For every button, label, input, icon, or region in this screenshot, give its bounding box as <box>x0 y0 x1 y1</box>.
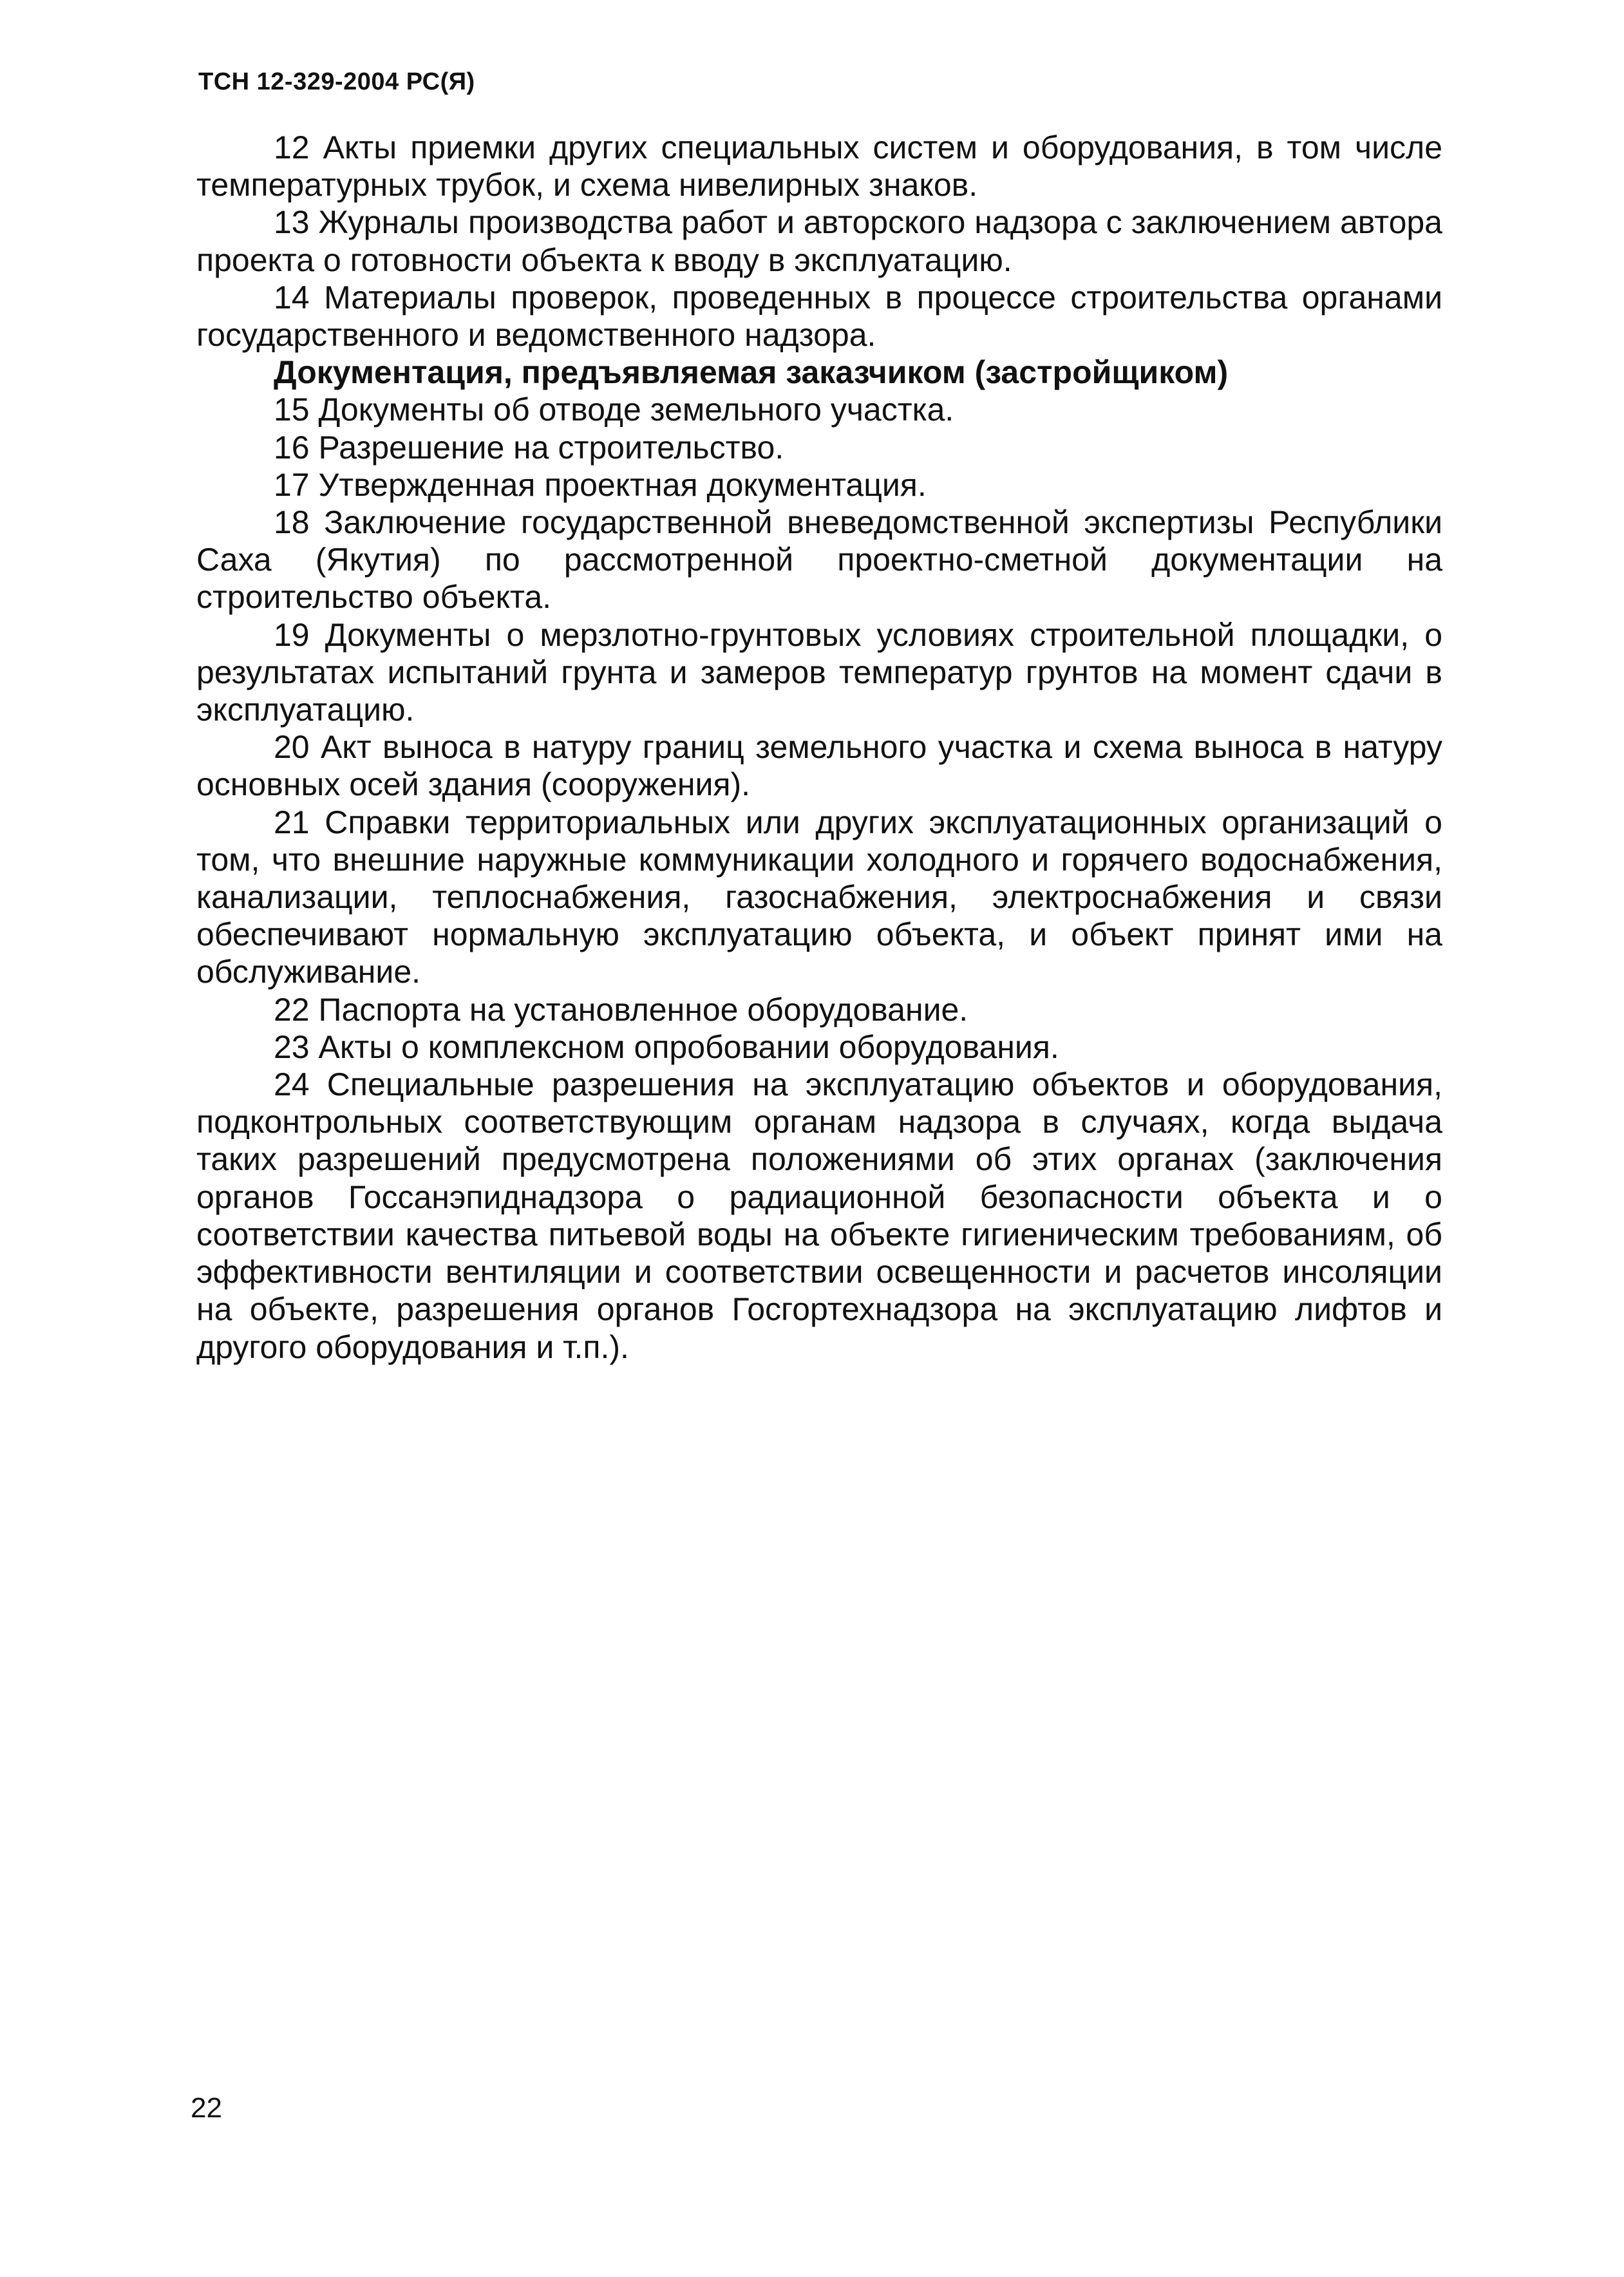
section-heading-customer-documentation: Документация, предъявляемая заказчиком (застройщиком) <box>274 354 1229 391</box>
item-13: 13 Журналы производства работ и авторского надзора с заключением автора проекта о готовности объекта к вводу в эксплуатацию. <box>196 204 1442 278</box>
item-16: 16 Разрешение на строительство. <box>274 429 784 466</box>
item-20: 20 Акт выноса в натуру границ земельного участка и схема выноса в натуру основных осей здания (сооружения). <box>196 729 1442 803</box>
item-22: 22 Паспорта на установленное оборудование. <box>274 991 968 1028</box>
item-21: 21 Справки территориальных или других эксплуатационных организаций о том, что внешние наружные коммуникации холодного и горячего водоснабжения, канализации, теплоснабжения, газоснабжения, электроснабжения и связи обеспечивают нормальную эксплуатацию объекта, и объект принят ими на обслуживание. <box>196 804 1442 990</box>
item-19: 19 Документы о мерзлотно-грунтовых условиях строительной площадки, о результатах испытаний грунта и замеров температур грунтов на момент сдачи в эксплуатацию. <box>196 616 1442 728</box>
item-23: 23 Акты о комплексном опробовании оборудования. <box>274 1028 1059 1065</box>
document-code-header: ТСН 12-329-2004 РС(Я) <box>198 68 475 95</box>
item-15: 15 Документы об отводе земельного участка. <box>274 392 954 428</box>
item-14: 14 Материалы проверок, проведенных в процессе строительства органами государственного и ведомственного надзора. <box>196 279 1442 354</box>
item-24: 24 Специальные разрешения на эксплуатацию объектов и оборудования, подконтрольных соответствующим органам надзора в случаях, когда выдача таких разрешений предусмотрена положениями об этих органах (заключения органов Госсанэпиднадзора о радиационной безопасности объекта и о соответствии качества питьевой воды на объекте гигиеническим требованиям, об эффективности вентиляции и соответствии освещенности и расчетов инсоляции на объекте, разрешения органов Госгортехнадзора на эксплуатацию лифтов и другого оборудования и т.п.). <box>196 1066 1442 1365</box>
document-body <box>196 129 1442 1366</box>
item-18: 18 Заключение государственной вневедомственной экспертизы Республики Саха (Якутия) по рассмотренной проектно-сметной документации на строительство объекта. <box>196 504 1442 616</box>
item-12: 12 Акты приемки других специальных систем и оборудования, в том числе температурных трубок, и схема нивелирных знаков. <box>196 129 1442 203</box>
page-number: 22 <box>191 2092 222 2124</box>
item-17: 17 Утвержденная проектная документация. <box>274 466 927 503</box>
